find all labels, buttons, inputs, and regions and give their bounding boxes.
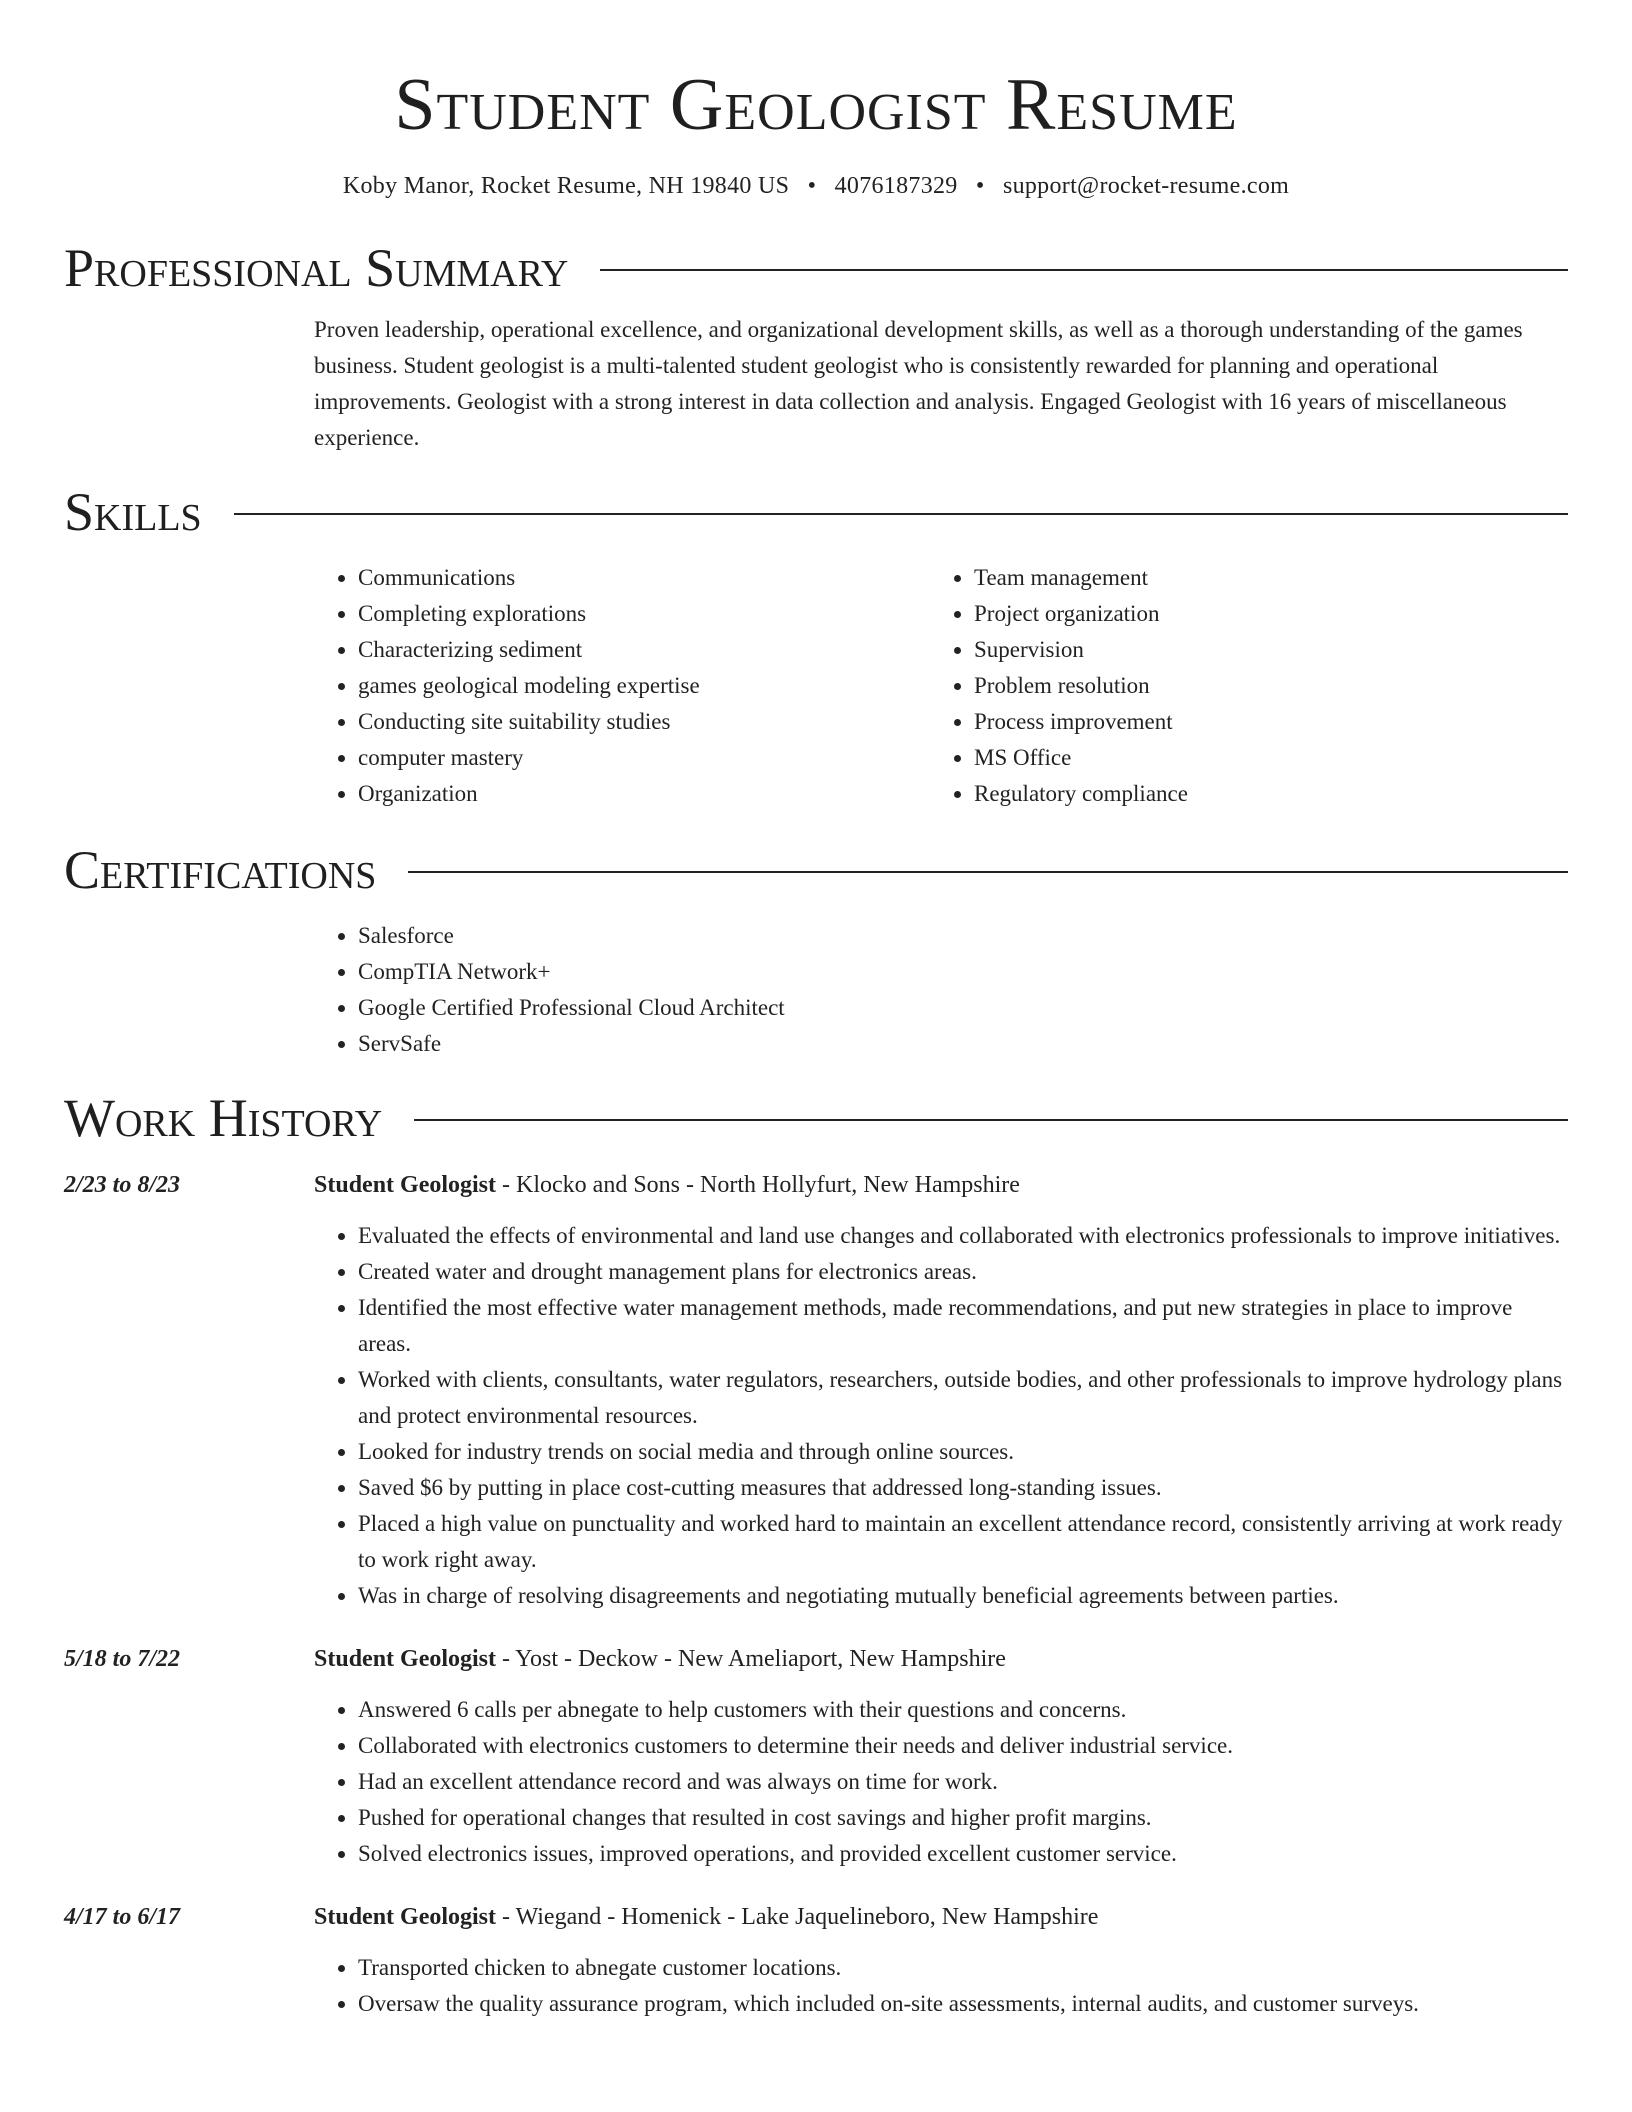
skill-item: • Regulatory compliance bbox=[974, 776, 1546, 812]
skill-item: • games geological modeling expertise bbox=[358, 668, 930, 704]
job-bullet: • Placed a high value on punctuality and worked hard to maintain an excellent attendance record, consistently arriving at work ready to work right away. bbox=[358, 1506, 1568, 1578]
skills-section bbox=[64, 474, 1568, 812]
job-bullets bbox=[314, 1692, 1568, 1872]
summary-content bbox=[314, 312, 1568, 456]
job-bullets bbox=[314, 1218, 1568, 1614]
skills-column-left bbox=[314, 560, 930, 812]
job-bullet: • Was in charge of resolving disagreements and negotiating mutually beneficial agreements between parties. bbox=[358, 1578, 1568, 1614]
contact-email: support@rocket-resume.com bbox=[1002, 173, 1290, 199]
job-bullet: • Answered 6 calls per abnegate to help customers with their questions and concerns. bbox=[358, 1692, 1568, 1728]
skill-item: • Organization bbox=[358, 776, 930, 812]
skill-item: • Conducting site suitability studies bbox=[358, 704, 930, 740]
contact-address: Koby Manor, Rocket Resume, NH 19840 US bbox=[342, 173, 790, 199]
section-divider bbox=[414, 1119, 1568, 1121]
job-role: Student Geologist bbox=[314, 1904, 497, 1930]
certification-item: • ServSafe bbox=[358, 1026, 1568, 1062]
skills-grid bbox=[314, 560, 1568, 812]
job-bullet: • Collaborated with electronics customers to determine their needs and deliver industrial service. bbox=[358, 1728, 1568, 1764]
job-bullet: • Worked with clients, consultants, water regulators, researchers, outside bodies, and other professionals to improve hydrology plans and protect environmental resources. bbox=[358, 1362, 1568, 1434]
skill-item: • Problem resolution bbox=[974, 668, 1546, 704]
job-role: Student Geologist bbox=[314, 1172, 497, 1198]
section-header bbox=[64, 1080, 1568, 1156]
skill-item: • Supervision bbox=[974, 632, 1546, 668]
skill-item: • computer mastery bbox=[358, 740, 930, 776]
section-title: Skills bbox=[64, 482, 202, 542]
skill-item: • Process improvement bbox=[974, 704, 1546, 740]
job-bullet: • Looked for industry trends on social media and through online sources. bbox=[358, 1434, 1568, 1470]
certifications-section bbox=[64, 832, 1568, 1062]
job-heading bbox=[314, 1168, 1568, 1202]
job-heading bbox=[314, 1900, 1568, 1934]
job-body bbox=[314, 1900, 1568, 2022]
certification-item: • Google Certified Professional Cloud Architect bbox=[358, 990, 1568, 1026]
summary-section bbox=[64, 230, 1568, 456]
job-bullet: • Created water and drought management plans for electronics areas. bbox=[358, 1254, 1568, 1290]
section-divider bbox=[408, 871, 1568, 873]
job-bullet: • Transported chicken to abnegate customer locations. bbox=[358, 1950, 1568, 1986]
section-divider bbox=[234, 513, 1568, 515]
contact-separator: • bbox=[975, 173, 985, 199]
section-divider bbox=[600, 269, 1568, 271]
contact-separator: • bbox=[807, 173, 817, 199]
section-header bbox=[64, 832, 1568, 908]
job-entry bbox=[64, 1900, 1568, 2022]
skill-item: • Project organization bbox=[974, 596, 1546, 632]
job-bullet: • Oversaw the quality assurance program, which included on-site assessments, internal audits, and customer surveys. bbox=[358, 1986, 1568, 2022]
section-header bbox=[64, 230, 1568, 306]
certifications-content bbox=[314, 918, 1568, 1062]
skills-list bbox=[930, 560, 1546, 812]
skill-item: • Completing explorations bbox=[358, 596, 930, 632]
job-dates: 5/18 to 7/22 bbox=[64, 1646, 181, 1672]
contact-line bbox=[64, 170, 1568, 202]
jobs-list bbox=[64, 1168, 1568, 2022]
job-heading bbox=[314, 1642, 1568, 1676]
certifications-list bbox=[314, 918, 1568, 1062]
job-role: Student Geologist bbox=[314, 1646, 497, 1672]
skills-content bbox=[314, 560, 1568, 812]
section-title: Professional Summary bbox=[64, 238, 569, 298]
job-entry bbox=[64, 1642, 1568, 1872]
job-bullet: • Pushed for operational changes that resulted in cost savings and higher profit margins. bbox=[358, 1800, 1568, 1836]
skill-item: • Characterizing sediment bbox=[358, 632, 930, 668]
skills-list bbox=[314, 560, 930, 812]
job-bullet: • Had an excellent attendance record and was always on time for work. bbox=[358, 1764, 1568, 1800]
job-bullet: • Saved $6 by putting in place cost-cutting measures that addressed long-standing issues. bbox=[358, 1470, 1568, 1506]
summary-text: Proven leadership, operational excellence, and organizational development skills, as well as a thorough understanding of the games business. Student geologist is a multi-talented student geologist who is consistently rewarded for planning and operational improvements. Geologist with a strong interest in data collection and analysis. Engaged Geologist with 16 years of miscellaneous experience. bbox=[314, 317, 1523, 450]
certification-item: • Salesforce bbox=[358, 918, 1568, 954]
job-bullet: • Evaluated the effects of environmental and land use changes and collaborated with electronics professionals to improve initiatives. bbox=[358, 1218, 1568, 1254]
skill-item: • Communications bbox=[358, 560, 930, 596]
job-company-location: - Klocko and Sons - North Hollyfurt, New Hampshire bbox=[496, 1172, 1020, 1198]
job-body bbox=[314, 1642, 1568, 1872]
job-company-location: - Wiegand - Homenick - Lake Jaquelineboro, New Hampshire bbox=[496, 1904, 1099, 1930]
job-dates: 2/23 to 8/23 bbox=[64, 1172, 181, 1198]
contact-phone: 4076187329 bbox=[834, 173, 958, 199]
section-title: Certifications bbox=[64, 840, 377, 900]
job-entry bbox=[64, 1168, 1568, 1614]
job-bullet: • Identified the most effective water management methods, made recommendations, and put new strategies in place to improve areas. bbox=[358, 1290, 1568, 1362]
skill-item: • Team management bbox=[974, 560, 1546, 596]
job-dates: 4/17 to 6/17 bbox=[64, 1904, 181, 1930]
job-bullets bbox=[314, 1950, 1568, 2022]
section-header bbox=[64, 474, 1568, 550]
certification-item: • CompTIA Network+ bbox=[358, 954, 1568, 990]
page-title: Student Geologist Resume bbox=[394, 64, 1238, 146]
job-company-location: - Yost - Deckow - New Ameliaport, New Hampshire bbox=[496, 1646, 1006, 1672]
skill-item: • MS Office bbox=[974, 740, 1546, 776]
job-body bbox=[314, 1168, 1568, 1614]
work-history-section bbox=[64, 1080, 1568, 2022]
section-title: Work History bbox=[64, 1088, 383, 1148]
job-bullet: • Solved electronics issues, improved operations, and provided excellent customer service. bbox=[358, 1836, 1568, 1872]
skills-column-right bbox=[930, 560, 1546, 812]
